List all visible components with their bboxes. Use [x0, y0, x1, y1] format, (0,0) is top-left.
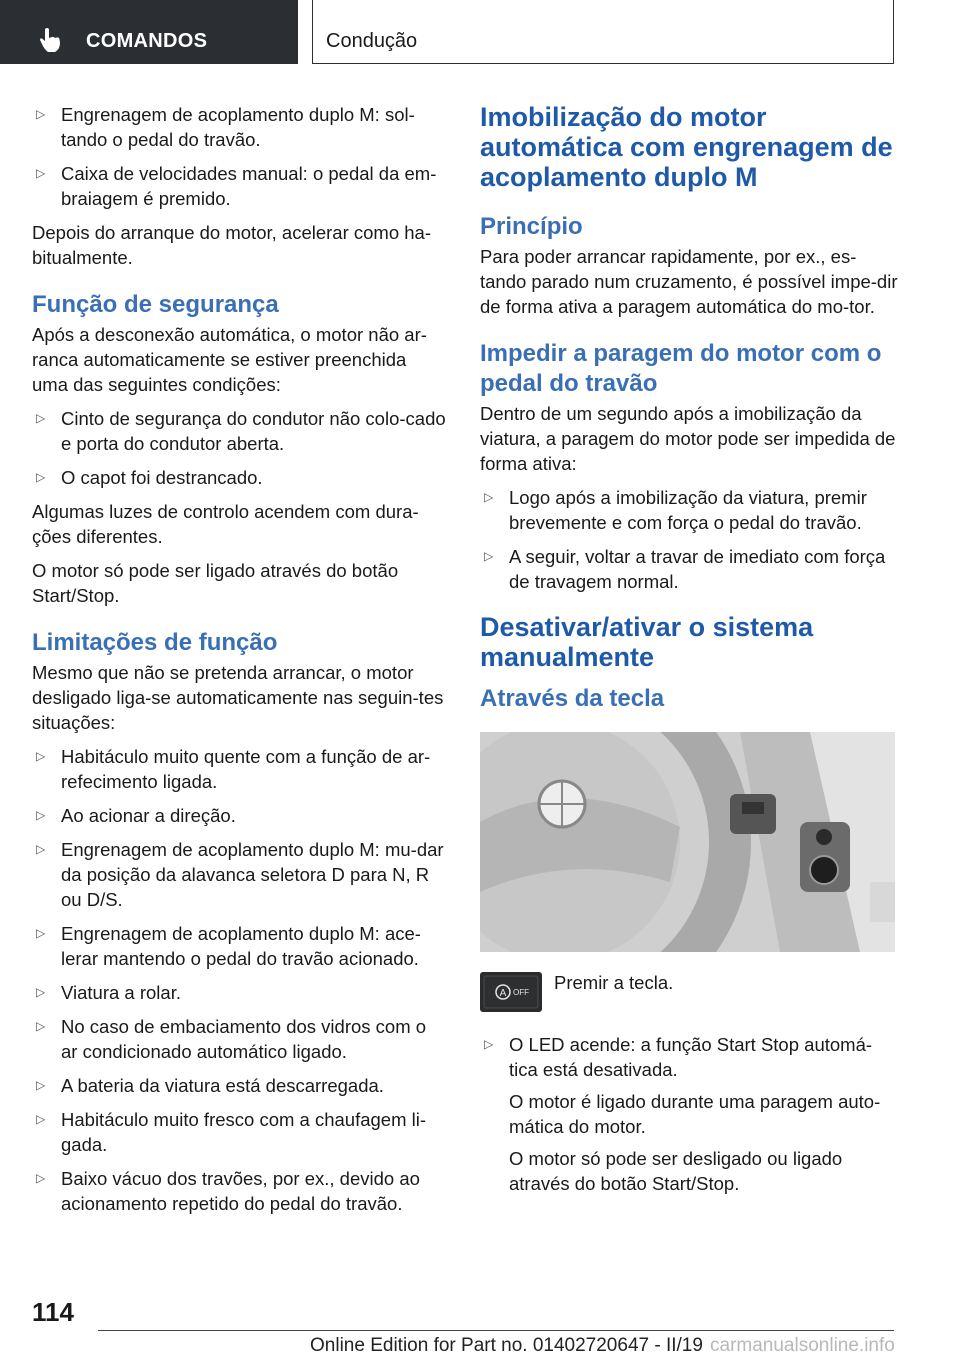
triangle-bullet-icon: ▷: [484, 1037, 494, 1051]
triangle-bullet-icon: ▷: [484, 490, 494, 504]
triangle-bullet-icon: ▷: [36, 842, 46, 856]
list-item-text: Engrenagem de acoplamento duplo M: mu-dar da posição da alavanca seletora D para N, R ou D/S.: [61, 839, 444, 910]
list-item: [32, 921, 447, 971]
section-label: COMANDOS: [86, 30, 208, 52]
button-instruction: [480, 972, 898, 1012]
list-item: [32, 102, 447, 152]
list-item: [32, 1107, 447, 1157]
list-item: [32, 406, 447, 456]
main-heading: Imobilização do motor automática com engrenagem de acoplamento duplo M: [480, 102, 893, 192]
left-column: [32, 102, 447, 1225]
paragraph: Dentro de um segundo após a imobilização da viatura, a paragem do motor pode ser impedida de forma ativa:: [480, 403, 896, 474]
list-item-text: O LED acende: a função Start Stop automá-tica está desativada.: [509, 1034, 873, 1080]
list-item-text: Caixa de velocidades manual: o pedal da em-braiagem é premido.: [61, 163, 437, 209]
svg-text:OFF: OFF: [513, 988, 529, 997]
steering-wheel-photo: [480, 732, 895, 952]
paragraph: Algumas luzes de controlo acendem com dura-ções diferentes.: [32, 501, 419, 547]
triangle-bullet-icon: ▷: [36, 808, 46, 822]
chapter-title: Condução: [326, 30, 418, 52]
section-heading: Princípio: [480, 213, 583, 240]
triangle-bullet-icon: ▷: [36, 926, 46, 940]
triangle-bullet-icon: ▷: [36, 107, 46, 121]
list-item-text: Engrenagem de acoplamento duplo M: sol-tando o pedal do travão.: [61, 104, 415, 150]
section-heading: Impedir a paragem do motor com o pedal do travão: [480, 340, 882, 397]
list-item-text: A bateria da viatura está descarregada.: [61, 1075, 384, 1096]
page-number: 114: [32, 1297, 74, 1327]
right-column: [480, 102, 898, 1205]
triangle-bullet-icon: ▷: [36, 470, 46, 484]
triangle-bullet-icon: ▷: [36, 1112, 46, 1126]
list-item-text: Engrenagem de acoplamento duplo M: ace-lerar mantendo o pedal do travão acionado.: [61, 923, 421, 969]
list-item-text: Ao acionar a direção.: [61, 805, 236, 826]
paragraph: Depois do arranque do motor, acelerar como ha-bitualmente.: [32, 222, 431, 268]
triangle-bullet-icon: ▷: [36, 1171, 46, 1185]
footer-divider: [98, 1330, 894, 1331]
list-item-text: Habitáculo muito quente com a função de ar-refecimento ligada.: [61, 746, 431, 792]
triangle-bullet-icon: ▷: [36, 749, 46, 763]
list-item: [32, 1073, 447, 1098]
list-item-text: No caso de embaciamento dos vidros com o ar condicionado automático ligado.: [61, 1016, 427, 1062]
triangle-bullet-icon: ▷: [36, 1019, 46, 1033]
list-item-text: Baixo vácuo dos travões, por ex., devido ao acionamento repetido do pedal do travão.: [61, 1168, 420, 1214]
list-item-text: O capot foi destrancado.: [61, 467, 263, 488]
press-button-text: Premir a tecla.: [554, 972, 674, 993]
section-main-heading: Desativar/ativar o sistema manualmente: [480, 612, 814, 672]
list-item-text: Viatura a rolar.: [61, 982, 181, 1003]
list-item: [32, 465, 447, 490]
triangle-bullet-icon: ▷: [36, 166, 46, 180]
list-item-text: O motor só pode ser desligado ou ligado através do botão Start/Stop.: [509, 1148, 843, 1194]
triangle-bullet-icon: ▷: [484, 549, 494, 563]
section-heading: Limitações de função: [32, 629, 278, 656]
auto-start-stop-button-image: [480, 972, 542, 1012]
footer-edition: Online Edition for Part no. 01402720647 - II/19: [310, 1335, 703, 1356]
list-item: [480, 1032, 898, 1196]
list-item: [32, 837, 447, 912]
list-item: [32, 744, 447, 794]
list-item-text: Habitáculo muito fresco com a chaufagem li-gada.: [61, 1109, 427, 1155]
paragraph: Mesmo que não se pretenda arrancar, o motor desligado liga-se automaticamente nas seguin-tes situações:: [32, 662, 444, 733]
triangle-bullet-icon: ▷: [36, 411, 46, 425]
list-item: [32, 161, 447, 211]
list-item: [32, 803, 447, 828]
section-heading: Função de segurança: [32, 291, 279, 318]
paragraph: Para poder arrancar rapidamente, por ex., es-tando parado num cruzamento, é possível impe-dir de forma ativa a paragem automática do mo-tor.: [480, 246, 898, 317]
list-item-text: Cinto de segurança do condutor não colo-cado e porta do condutor aberta.: [61, 408, 446, 454]
hand-pointer-icon: [38, 27, 62, 53]
footer-watermark: carmanualsonline.info: [710, 1335, 895, 1356]
svg-text:A: A: [499, 988, 507, 999]
list-item: [32, 980, 447, 1005]
triangle-bullet-icon: ▷: [36, 1078, 46, 1092]
triangle-bullet-icon: ▷: [36, 985, 46, 999]
list-item: [32, 1014, 447, 1064]
subsection-heading: Através da tecla: [480, 685, 665, 712]
paragraph: Após a desconexão automática, o motor não ar-ranca automaticamente se estiver preenchida uma das seguintes condições:: [32, 324, 427, 395]
list-item-text: A seguir, voltar a travar de imediato com força de travagem normal.: [509, 546, 886, 592]
list-item: [32, 1166, 447, 1216]
list-item-text: Logo após a imobilização da viatura, premir brevemente e com força o pedal do travão.: [509, 487, 867, 533]
paragraph: O motor só pode ser ligado através do botão Start/Stop.: [32, 560, 399, 606]
list-item-text: O motor é ligado durante uma paragem auto-mática do motor.: [509, 1091, 881, 1137]
list-item: [480, 544, 898, 594]
list-item: [480, 485, 898, 535]
